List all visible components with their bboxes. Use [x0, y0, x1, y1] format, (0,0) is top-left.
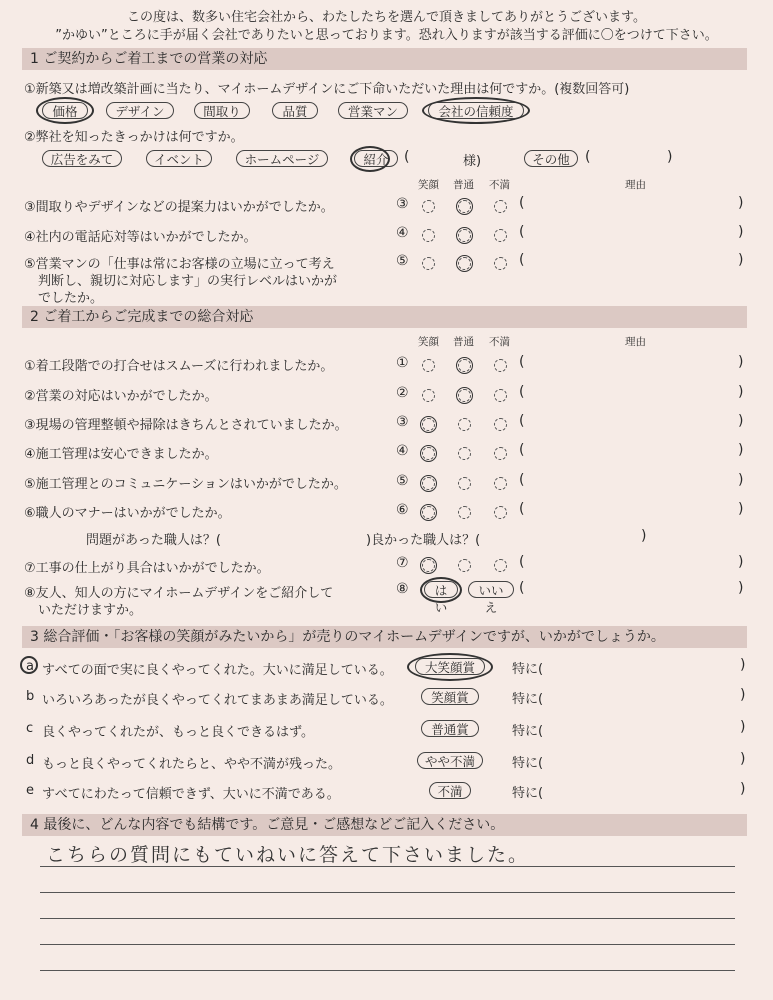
s1-q3-reason-paren-close: )	[738, 195, 744, 211]
s2-q4-num: ④	[396, 443, 409, 459]
s2-q5-reason-paren-open: (	[519, 472, 525, 488]
s2-q1-reason-paren-close: )	[738, 354, 744, 370]
s2-q6-reason-paren-open: (	[519, 501, 525, 517]
s2-q5-text: ⑤施工管理とのコミュニケーションはいかがでしたか。	[24, 477, 347, 492]
s2-q3-rate-bad[interactable]	[494, 418, 507, 431]
s3-option-d-text: もっと良くやってくれたらと、やや不満が残った。	[42, 757, 342, 772]
q7-reason-paren-open: (	[519, 554, 525, 570]
s3-option-e-especially: 特に(	[512, 786, 544, 801]
q2-option-ad[interactable]: 広告をみて	[42, 150, 122, 167]
q1-option-layout[interactable]: 間取り	[194, 102, 250, 119]
q2-other-paren-open: (	[585, 149, 591, 165]
q2-option-referral[interactable]: 紹介	[354, 150, 398, 167]
intro-line-1: この度は、数多い住宅会社から、わたしたちを選んで頂きましてありがとうございます。	[127, 10, 646, 25]
s1-q4-rate-good[interactable]	[422, 229, 435, 242]
comment-line-1	[40, 866, 735, 867]
s2-q2-rate-good[interactable]	[422, 389, 435, 402]
section-3-header: 3 総合評価・「お客様の笑顔がみたいから」が売りのマイホームデザインですが、いかがでしょうか。	[22, 626, 747, 648]
q1-option-price[interactable]: 価格	[42, 102, 88, 119]
s3-option-a-text: すべての面で実に良くやってくれた。大いに満足している。	[42, 663, 393, 678]
s2-q6-selected-mark	[420, 504, 437, 521]
s3-option-a-especially: 特に(	[512, 662, 544, 677]
s2-q2-text: ②営業の対応はいかがでしたか。	[24, 389, 218, 404]
s2-q3-num: ③	[396, 414, 409, 430]
s2-q2-reason-paren-close: )	[738, 384, 744, 400]
q2-sama: 様)	[463, 154, 482, 169]
s3-option-d-especially: 特に(	[512, 756, 544, 771]
s1-q5-num: ⑤	[396, 253, 409, 269]
s2-q5-num: ⑤	[396, 473, 409, 489]
q2-other-paren-close: )	[667, 149, 673, 165]
q2-option-other[interactable]: その他	[524, 150, 578, 167]
handwritten-comment: こちらの質問にもていねいに答えて下さいました。	[46, 844, 530, 866]
s3-option-c-especially: 特に(	[512, 724, 544, 739]
s1-q4-rate-bad[interactable]	[494, 229, 507, 242]
q1-option-design[interactable]: デザイン	[106, 102, 174, 119]
section-2-header: 2 ご着工からご完成までの総合対応	[22, 306, 747, 328]
s2-q1-rate-bad[interactable]	[494, 359, 507, 372]
intro-line-2: ”かゆい”ところに手が届く会社でありたいと思っております。恐れ入りますが該当する評価に〇をつけて下さい。	[55, 28, 718, 43]
q8-text-line1: ⑧友人、知人の方にマイホームデザインをご紹介して	[24, 586, 334, 601]
s3-option-e-badge[interactable]: 不満	[429, 782, 471, 799]
section-4-header: 4 最後に、どんな内容でも結構です。ご意見・ご感想などご記入ください。	[22, 814, 747, 836]
s3-option-b-especially: 特に(	[512, 692, 544, 707]
q1-trust-selected-mark	[422, 97, 530, 124]
s3-option-a-badge[interactable]: 大笑顔賞	[415, 658, 485, 675]
comment-line-4	[40, 944, 735, 945]
s2-q1-reason-paren-open: (	[519, 354, 525, 370]
q5-text-line3: でしたか。	[38, 291, 104, 306]
q2-text: ②弊社を知ったきっかけは何ですか。	[24, 130, 244, 145]
s2-q2-rate-bad[interactable]	[494, 389, 507, 402]
q2-option-event[interactable]: イベント	[146, 150, 212, 167]
s2-q5-rate-normal[interactable]	[458, 477, 471, 490]
comment-line-3	[40, 918, 735, 919]
s3-option-b-paren-close: )	[740, 687, 746, 703]
s1-q4-reason-paren-close: )	[738, 224, 744, 240]
s1-q5-rate-bad[interactable]	[494, 257, 507, 270]
s2-q5-reason-paren-close: )	[738, 472, 744, 488]
s1-q5-reason-paren-close: )	[738, 252, 744, 268]
s1-col-normal: 普通	[453, 179, 474, 191]
q5-text-line2: 判断し、親切に対応します」の実行レベルはいかが	[38, 274, 338, 289]
s1-q4-reason-paren-open: (	[519, 224, 525, 240]
s3-option-b-letter: b	[26, 689, 35, 704]
s2-q3-reason-paren-close: )	[738, 413, 744, 429]
s1-col-bad: 不満	[489, 179, 510, 191]
s2-q3-text: ③現場の管理整頓や掃除はきちんとされていましたか。	[24, 418, 348, 433]
s3-selected-letter-mark	[20, 656, 38, 674]
s3-option-c-text: 良くやってくれたが、もっと良くできるはず。	[42, 725, 314, 740]
s1-q5-selected-mark	[456, 255, 473, 272]
q7-selected-mark	[420, 557, 437, 574]
q2-referral-selected-mark	[350, 146, 390, 172]
s2-q6-num: ⑥	[396, 502, 409, 518]
s1-q5-reason-paren-open: (	[519, 252, 525, 268]
s2-q6-rate-normal[interactable]	[458, 506, 471, 519]
s2-q5-rate-bad[interactable]	[494, 477, 507, 490]
s2-q4-selected-mark	[420, 445, 437, 462]
s1-q4-selected-mark	[456, 227, 473, 244]
q1-price-selected-mark	[36, 97, 94, 124]
s2-q1-rate-good[interactable]	[422, 359, 435, 372]
good-craftsman-label: )良かった職人は？(	[366, 533, 481, 548]
s2-q6-text: ⑥職人のマナーはいかがでしたか。	[24, 506, 231, 521]
q8-option-yes[interactable]: はい	[424, 581, 458, 598]
s2-q1-selected-mark	[456, 357, 473, 374]
s2-q1-num: ①	[396, 355, 409, 371]
s1-col-reason: 理由	[625, 179, 646, 191]
s2-q2-num: ②	[396, 385, 409, 401]
s2-q3-rate-normal[interactable]	[458, 418, 471, 431]
good-craftsman-paren-close: )	[641, 528, 647, 544]
q4-text: ④社内の電話応対等はいかがでしたか。	[24, 230, 257, 245]
q2-option-homepage[interactable]: ホームページ	[236, 150, 328, 167]
s2-q2-reason-paren-open: (	[519, 384, 525, 400]
s2-q3-selected-mark	[420, 416, 437, 433]
q1-option-trust[interactable]: 会社の信頼度	[428, 102, 524, 119]
q1-text: ①新築又は増改築計画に当たり、マイホームデザインにご下命いただいた理由は何ですか。(複数回答可)	[24, 82, 630, 97]
s2-q4-reason-paren-open: (	[519, 442, 525, 458]
s2-q1-text: ①着工段階での打合せはスムーズに行われましたか。	[24, 359, 334, 374]
s1-q3-selected-mark	[456, 198, 473, 215]
s2-q3-reason-paren-open: (	[519, 413, 525, 429]
q1-option-salesperson[interactable]: 営業マン	[338, 102, 408, 119]
q7-reason-paren-close: )	[738, 554, 744, 570]
s2-q4-reason-paren-close: )	[738, 442, 744, 458]
q5-text-line1: ⑤営業マンの「仕事は常にお客様の立場に立って考え	[24, 257, 335, 272]
s1-q4-num: ④	[396, 225, 409, 241]
q2-referral-paren-open: (	[404, 149, 410, 165]
q8-reason-paren-close: )	[738, 580, 744, 596]
q7-rate-normal[interactable]	[458, 559, 471, 572]
q1-option-quality[interactable]: 品質	[272, 102, 318, 119]
s2-q2-selected-mark	[456, 387, 473, 404]
s3-option-d-letter: d	[26, 753, 35, 768]
s2-q5-selected-mark	[420, 475, 437, 492]
comment-line-5	[40, 970, 735, 971]
s2-q4-rate-bad[interactable]	[494, 447, 507, 460]
s1-q3-reason-paren-open: (	[519, 195, 525, 211]
s3-option-b-text: いろいろあったが良くやってくれてまあまあ満足している。	[42, 693, 393, 708]
q8-option-no[interactable]: いいえ	[468, 581, 514, 598]
s3-option-a-letter: a	[26, 659, 34, 674]
problem-craftsman-label: 問題があった職人は？(	[86, 533, 221, 548]
s3-option-d-badge[interactable]: やや不満	[417, 752, 483, 769]
q7-rate-bad[interactable]	[494, 559, 507, 572]
s3-option-c-paren-close: )	[740, 719, 746, 735]
s1-col-good: 笑顔	[418, 179, 439, 191]
s2-q4-text: ④施工管理は安心できましたか。	[24, 447, 218, 462]
s2-q4-rate-normal[interactable]	[458, 447, 471, 460]
q7-num: ⑦	[396, 555, 409, 571]
s3-option-a-paren-close: )	[740, 657, 746, 673]
s3-option-d-paren-close: )	[740, 751, 746, 767]
q8-yes-selected-mark	[420, 577, 462, 603]
s3-option-e-letter: e	[26, 783, 34, 798]
s2-col-normal: 普通	[453, 336, 474, 348]
q8-reason-paren-open: (	[519, 580, 525, 596]
s1-q3-rate-bad[interactable]	[494, 200, 507, 213]
q8-num: ⑧	[396, 581, 409, 597]
comment-line-2	[40, 892, 735, 893]
s2-col-good: 笑顔	[418, 336, 439, 348]
s3-option-c-badge[interactable]: 普通賞	[421, 720, 479, 737]
q7-text: ⑦工事の仕上がり具合はいかがでしたか。	[24, 561, 270, 576]
q3-text: ③間取りやデザインなどの提案力はいかがでしたか。	[24, 200, 334, 215]
s2-q6-reason-paren-close: )	[738, 501, 744, 517]
s3-option-e-paren-close: )	[740, 781, 746, 797]
q8-text-line2: いただけますか。	[38, 603, 143, 618]
s3-option-c-letter: c	[26, 721, 34, 736]
s1-q3-rate-good[interactable]	[422, 200, 435, 213]
section-1-header: 1 ご契約からご着工までの営業の対応	[22, 48, 747, 70]
s1-q3-num: ③	[396, 196, 409, 212]
s2-q6-rate-bad[interactable]	[494, 506, 507, 519]
s3-option-b-badge[interactable]: 笑顔賞	[421, 688, 479, 705]
s1-q5-rate-good[interactable]	[422, 257, 435, 270]
s2-col-reason: 理由	[625, 336, 646, 348]
s3-selected-badge-mark	[407, 653, 493, 681]
s2-col-bad: 不満	[489, 336, 510, 348]
s3-option-e-text: すべてにわたって信頼できず、大いに不満である。	[42, 787, 340, 802]
